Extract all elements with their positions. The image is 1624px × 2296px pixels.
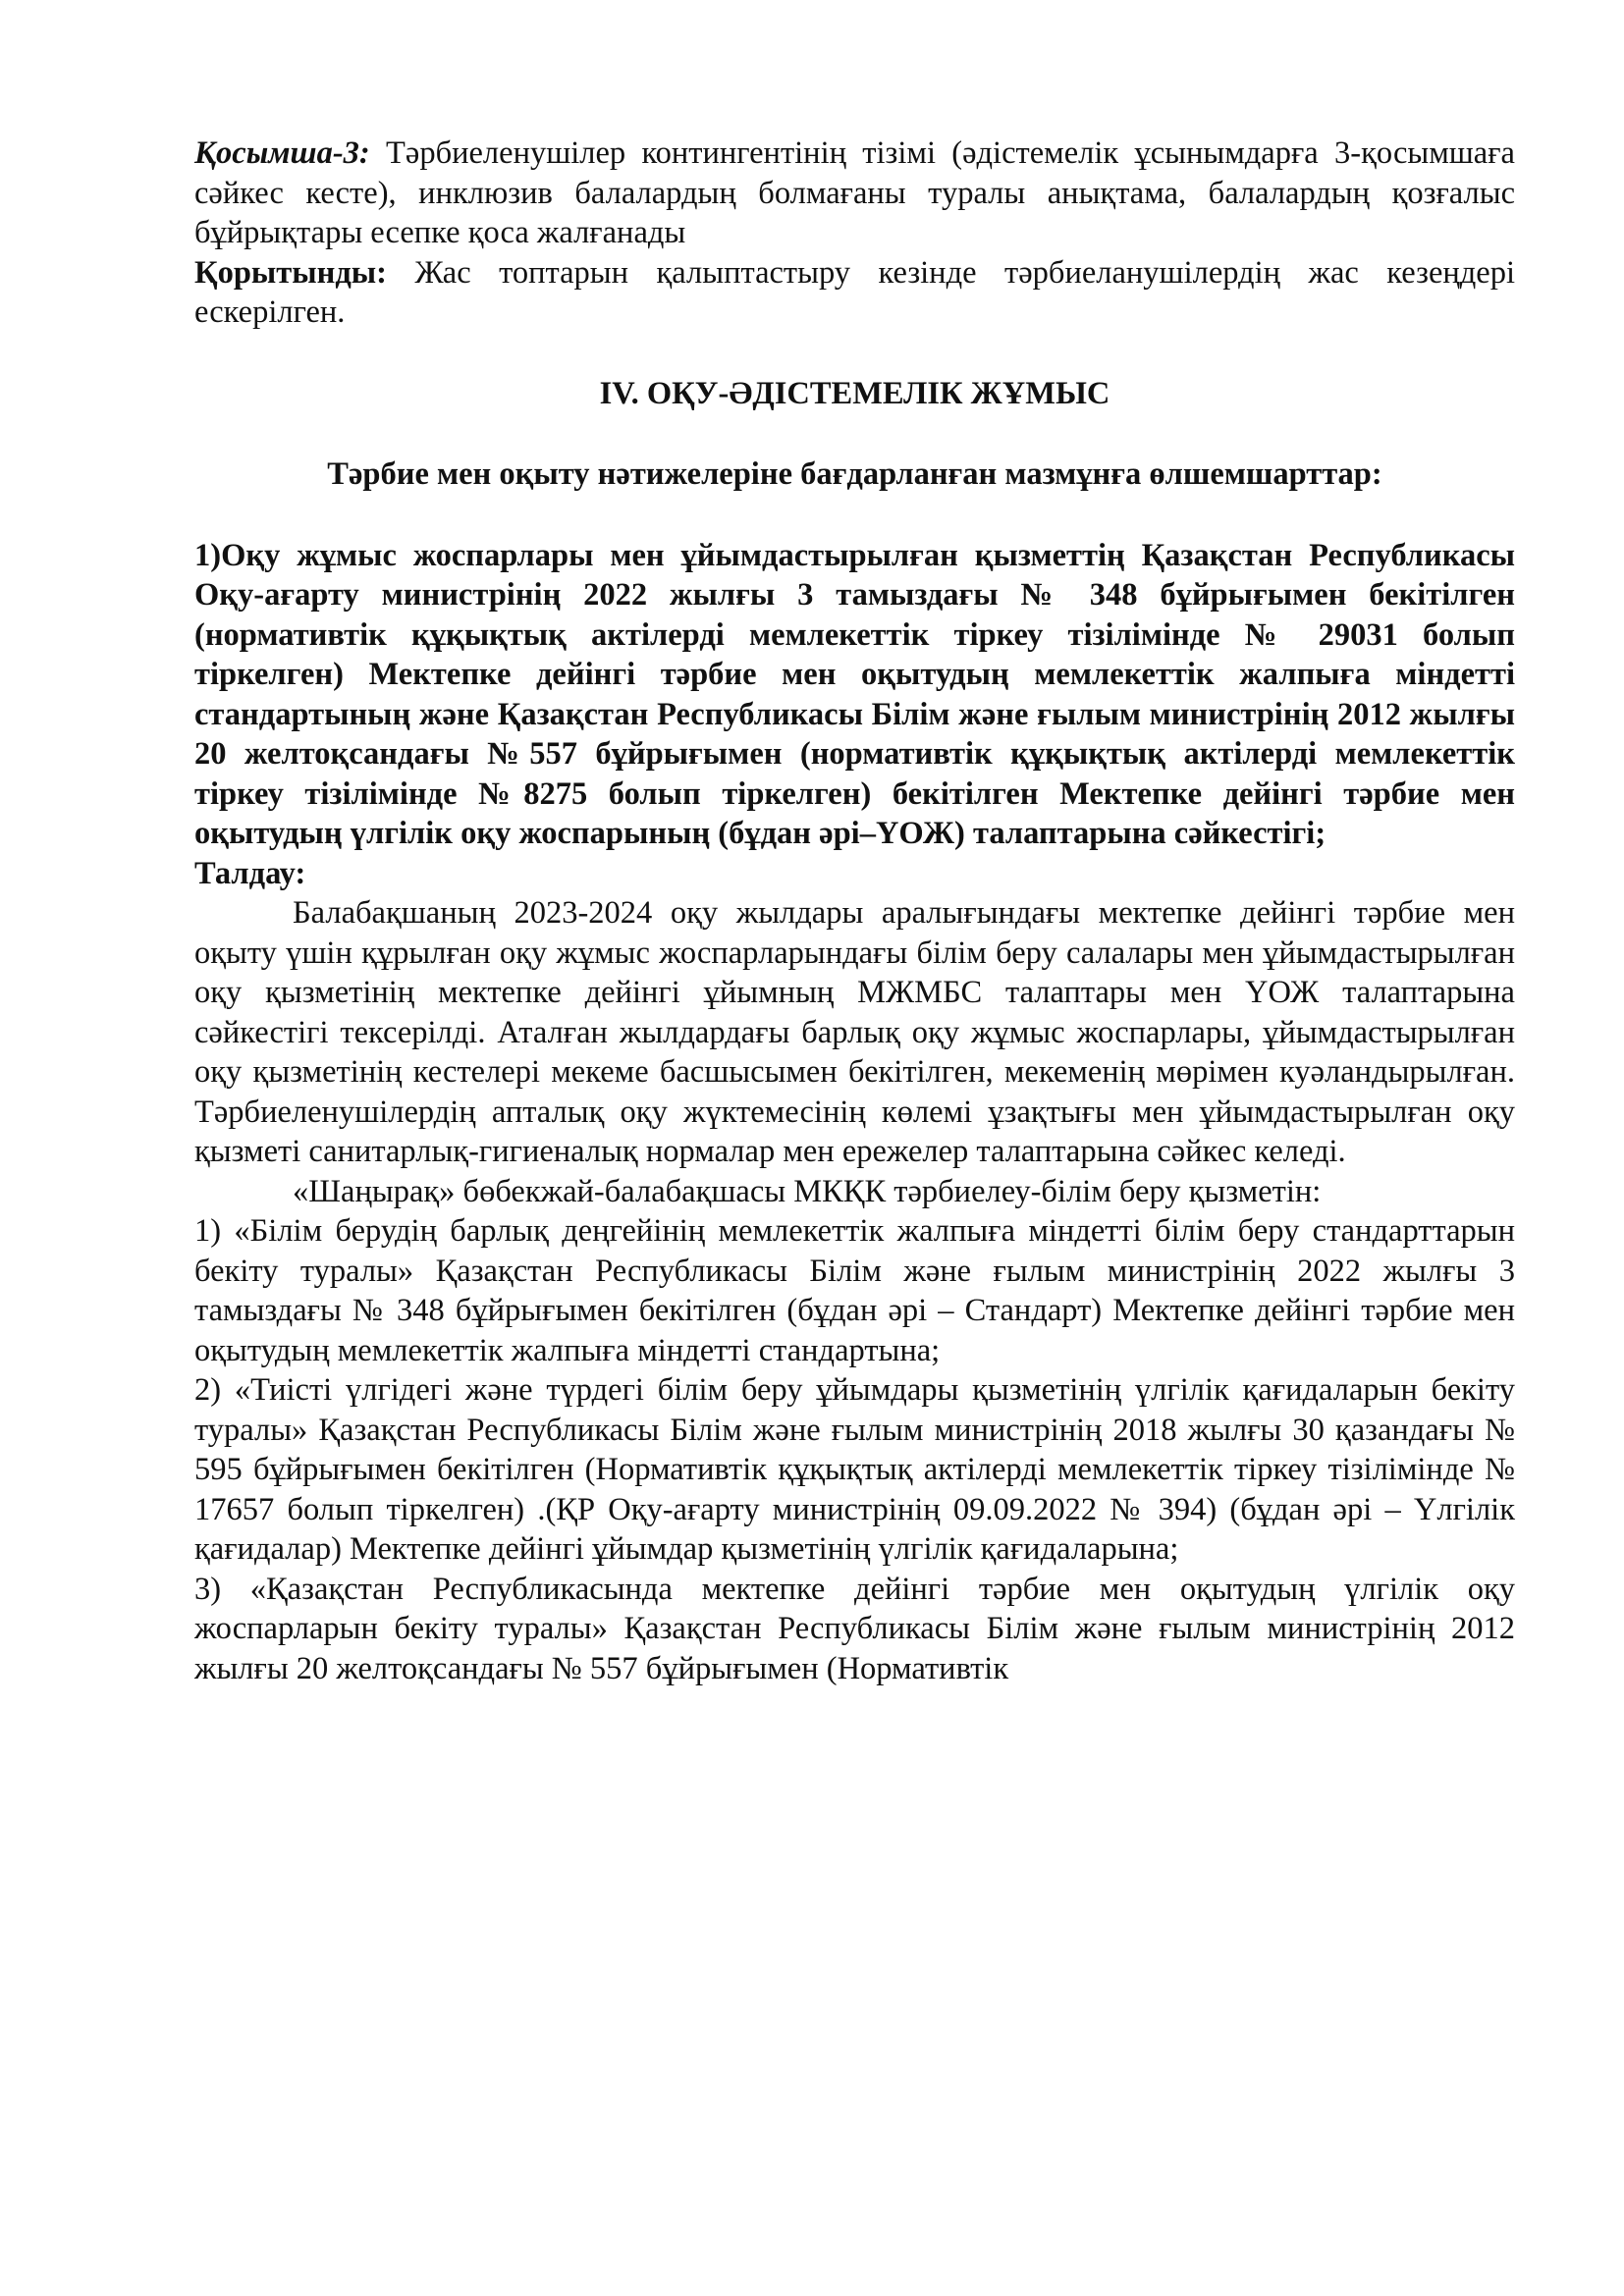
appendix-text: Тәрбиеленушілер контингентінің тізімі (әдістемелік ұсынымдарға 3-қосымшаға сәйкес кесте), инклюзив балалардың болмағаны туралы анықтама, балалардың қозғалыс бұйрықтары есепке қоса жалғанады xyxy=(194,135,1515,250)
list-item: 3) «Қазақстан Республикасында мектепке дейінгі тәрбие мен оқытудың үлгілік оқу жоспарларын бекіту туралы» Қазақстан Республикасы Білім және ғылым министрінің 2012 жылғы 20 желтоқсандағы № 557 бұйрығымен (Нормативтік xyxy=(194,1571,1515,1686)
criterion-1: 1)Оқу жұмыс жоспарлары мен ұйымдастырылған қызметтің Қазақстан Республикасы Оқу-ағарту министрінің 2022 жылғы 3 тамыздағы № 348 бұйрығымен бекітілген (нормативтік құқықтық актілерді мемлекеттік тіркеу тізілімінде № 29031 болып тіркелген) Мектепке дейінгі тәрбие мен оқытудың мемлекеттік жалпыға міндетті стандартының және Қазақстан Республикасы Білім және ғылым министрінің 2012 жылғы 20 желтоқсандағы №557 бұйрығымен (нормативтік құқықтық актілерді мемлекеттік тіркеу тізілімінде №8275 болып тіркелген) бекітілген Мектепке дейінгі тәрбие мен оқытудың үлгілік оқу жоспарының (бұдан әрі–ҮОЖ) талаптарына сәйкестігі; xyxy=(194,537,1515,851)
conclusion-text: Жас топтарын қалыптастыру кезінде тәрбиеланушілердің жас кезеңдері ескерілген. xyxy=(194,254,1515,330)
conclusion-paragraph xyxy=(194,253,1515,333)
list-item: 1) «Білім берудің барлық деңгейінің мемлекеттік жалпыға міндетті білім беру стандарттарын бекіту туралы» Қазақстан Республикасы Білім және ғылым министрінің 2022 жылғы 3 тамыздағы № 348 бұйрығымен бекітілген (бұдан әрі – Стандарт) Мектепке дейінгі тәрбие мен оқытудың мемлекеттік жалпыға міндетті стандартына; xyxy=(194,1213,1515,1368)
section-title: IV. ОҚУ-ӘДІСТЕМЕЛІК ЖҰМЫС xyxy=(599,375,1110,411)
criteria-subtitle: Тәрбие мен оқыту нәтижелеріне бағдарланған мазмұнға өлшемшарттар: xyxy=(327,456,1382,492)
document-page xyxy=(194,133,1515,1688)
analysis-paragraph: Балабақшаның 2023-2024 оқу жылдары аралығындағы мектепке дейінгі тәрбие мен оқыту үшін құрылған оқу жұмыс жоспарларындағы білім беру салалары мен ұйымдастырылған оқу қызметінің мектепке дейінгі ұйымның МЖМБС талаптары мен ҮОЖ талаптарына сәйкестігі тексерілді. Аталған жылдардағы барлық оқу жұмыс жоспарлары, ұйымдастырылған оқу қызметінің кестелері мекеме басшысымен бекітілген, мекеменің мөрімен куәландырылған. Тәрбиеленушілердің апталық оқу жүктемесінің көлемі ұзақтығы мен ұйымдастырылған оқу қызметі санитарлық-гигиеналық нормалар мен ережелер талаптарына сәйкес келеді. xyxy=(194,895,1515,1169)
analysis-label: Талдау: xyxy=(194,855,306,891)
appendix-paragraph xyxy=(194,133,1515,253)
list-item: 2) «Тиісті үлгідегі және түрдегі білім беру ұйымдары қызметінің үлгілік қағидаларын бекіту туралы» Қазақстан Республикасы Білім және ғылым министрінің 2018 жылғы 30 қазандағы № 595 бұйрығымен бекітілген (Нормативтік құқықтық актілерді мемлекеттік тіркеу тізілімінде № 17657 болып тіркелген) .(ҚР Оқу-ағарту министрінің 09.09.2022 № 394) (бұдан әрі – Үлгілік қағидалар) Мектепке дейінгі ұйымдар қызметінің үлгілік қағидаларына; xyxy=(194,1372,1515,1567)
appendix-label: Қосымша-3: xyxy=(194,135,370,171)
activity-intro-paragraph: «Шаңырақ» бөбекжай-балабақшасы МКҚК тәрбиелеу-білім беру қызметін: xyxy=(293,1173,1322,1209)
conclusion-label: Қорытынды: xyxy=(194,254,387,291)
